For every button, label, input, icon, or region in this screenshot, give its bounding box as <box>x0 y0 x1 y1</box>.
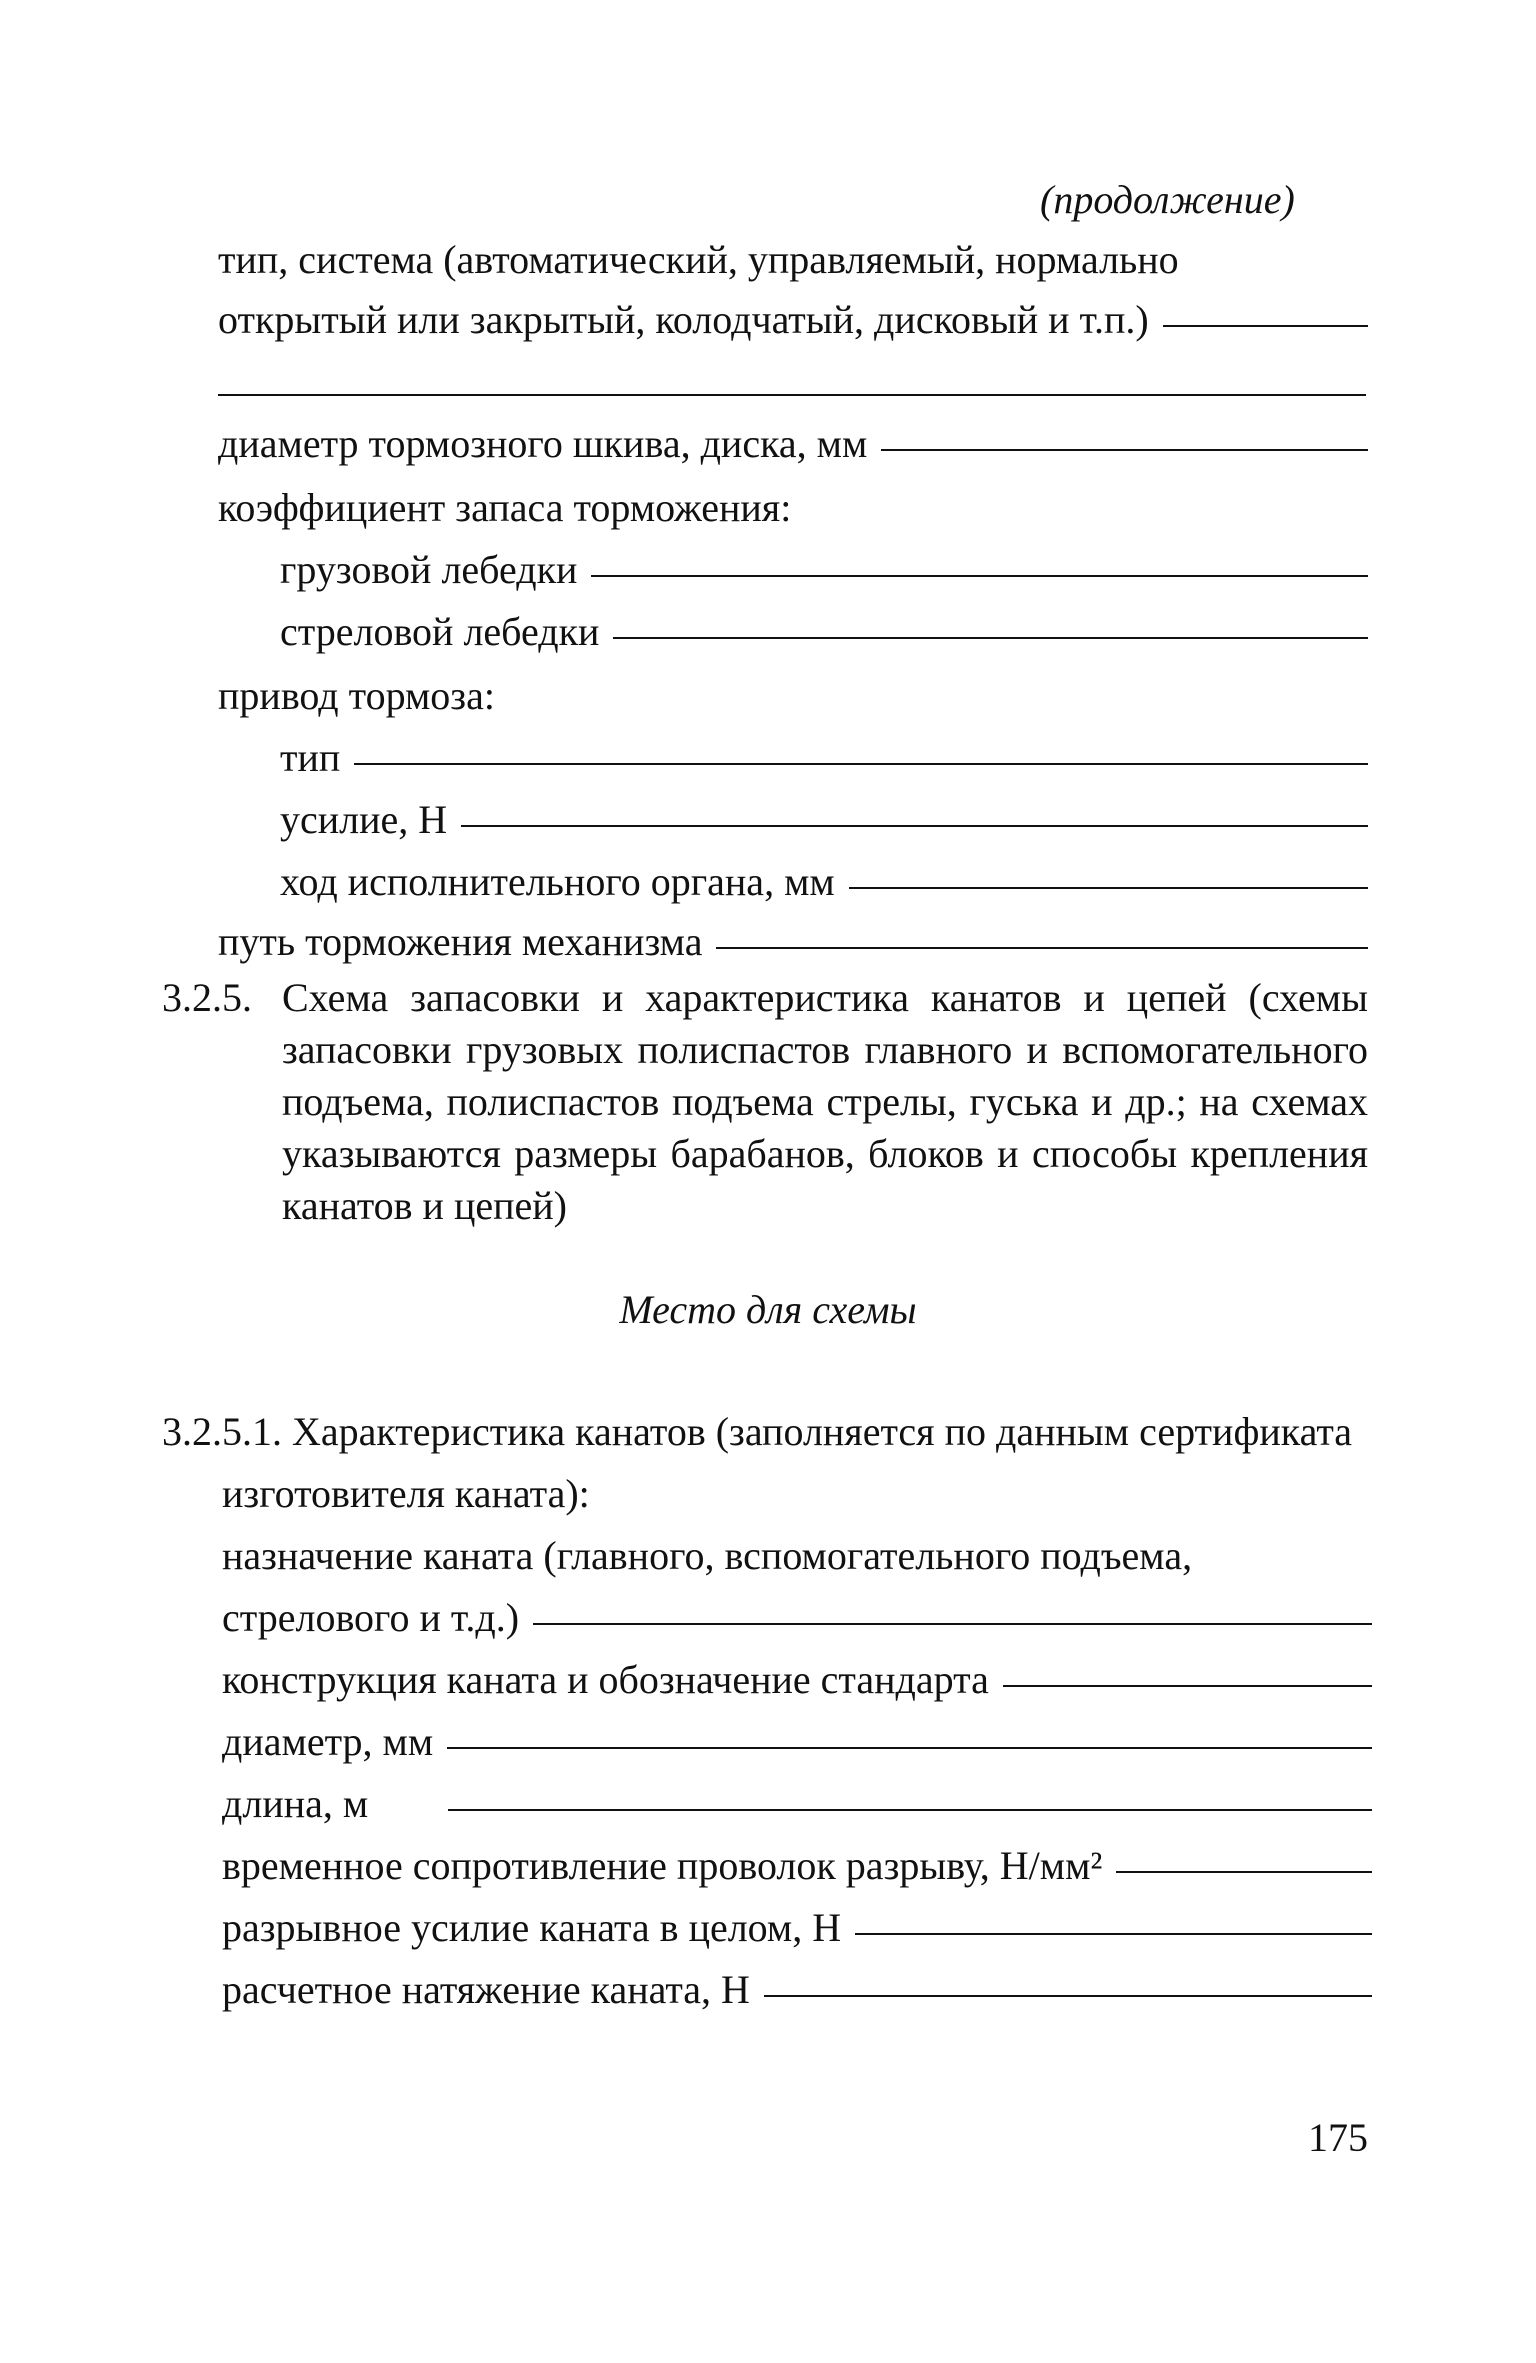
rope-tensile-fill-line[interactable] <box>1116 1871 1372 1873</box>
rope-length-fill-line[interactable] <box>448 1809 1372 1811</box>
rope-purpose-label-2: стрелового и т.д.) <box>222 1595 520 1640</box>
rope-purpose-line2 <box>222 1594 1372 1646</box>
rope-length-label: длина, м <box>222 1781 369 1826</box>
brake-type-label-2: открытый или закрытый, колодчатый, дисковый и т.п.) <box>218 297 1149 342</box>
brake-coef-boom-fill-line[interactable] <box>613 637 1368 639</box>
rope-breaking-force-label: разрывное усилие каната в целом, Н <box>222 1905 842 1950</box>
section-3251-heading-1: 3.2.5.1. Характеристика канатов (заполняется по данным сертификата <box>162 1409 1353 1454</box>
brake-type-label-1: тип, система (автоматический, управляемый, нормально <box>218 237 1179 282</box>
rope-construction-label: конструкция каната и обозначение стандарта <box>222 1657 989 1702</box>
section-3251-heading-line2 <box>222 1470 1372 1522</box>
section-3251-heading-line1 <box>162 1408 1372 1460</box>
scheme-placeholder: Место для схемы <box>619 1287 917 1332</box>
brake-type-extra-fill-line[interactable] <box>218 394 1366 396</box>
brake-type-line2 <box>218 296 1368 348</box>
rope-diameter-row <box>222 1718 1372 1770</box>
rope-design-tension-fill-line[interactable] <box>764 1995 1372 1997</box>
brake-drive-stroke-row <box>280 858 1368 910</box>
braking-path-fill-line[interactable] <box>716 947 1368 949</box>
section-325-text: Схема запасовки и характеристика канатов и цепей (схемы запасовки грузовых полиспастов главного и вспомогательного подъема, полиспастов подъема стрелы, гуська и др.; на схемах указываются размеры барабанов, блоков и способы крепления канатов и цепей) <box>282 975 1368 1228</box>
brake-coef-boom-row <box>280 608 1368 660</box>
rope-diameter-label: диаметр, мм <box>222 1719 434 1764</box>
rope-length-row <box>222 1780 1372 1832</box>
brake-diameter-label: диаметр тормозного шкива, диска, мм <box>218 421 868 466</box>
rope-design-tension-label: расчетное натяжение каната, Н <box>222 1967 750 2012</box>
continuation-label: (продолжение) <box>1040 177 1295 222</box>
brake-drive-force-label: усилие, Н <box>280 797 448 842</box>
brake-drive-type-label: тип <box>280 735 341 780</box>
brake-diameter-fill-line[interactable] <box>881 449 1368 451</box>
rope-breaking-force-fill-line[interactable] <box>855 1933 1372 1935</box>
brake-drive-stroke-fill-line[interactable] <box>849 887 1368 889</box>
rope-construction-fill-line[interactable] <box>1003 1685 1372 1687</box>
rope-design-tension-row <box>222 1966 1372 2018</box>
brake-coef-title: коэффициент запаса торможения: <box>218 485 792 530</box>
brake-type-line1 <box>218 236 1368 288</box>
brake-drive-force-fill-line[interactable] <box>461 825 1368 827</box>
brake-drive-title-row <box>218 672 1368 724</box>
rope-purpose-fill-line[interactable] <box>533 1623 1372 1625</box>
rope-tensile-row <box>222 1842 1372 1894</box>
braking-path-row <box>218 918 1368 970</box>
brake-drive-type-row <box>280 734 1368 786</box>
section-3251-heading-2: изготовителя каната): <box>222 1471 590 1516</box>
brake-coef-cargo-fill-line[interactable] <box>591 575 1368 577</box>
rope-tensile-label: временное сопротивление проволок разрыву, Н/мм² <box>222 1843 1103 1888</box>
rope-construction-row <box>222 1656 1372 1708</box>
brake-coef-boom-label: стреловой лебедки <box>280 609 600 654</box>
braking-path-label: путь торможения механизма <box>218 919 703 964</box>
rope-diameter-fill-line[interactable] <box>447 1747 1372 1749</box>
brake-drive-force-row <box>280 796 1368 848</box>
brake-drive-title: привод тормоза: <box>218 673 495 718</box>
brake-diameter-row <box>218 420 1368 472</box>
brake-drive-stroke-label: ход исполнительного органа, мм <box>280 859 835 904</box>
brake-coef-cargo-label: грузовой лебедки <box>280 547 578 592</box>
rope-breaking-force-row <box>222 1904 1372 1956</box>
brake-drive-type-fill-line[interactable] <box>354 763 1368 765</box>
rope-purpose-label-1: назначение каната (главного, вспомогательного подъема, <box>222 1533 1193 1578</box>
section-325 <box>162 972 1368 1232</box>
page-number: 175 <box>1308 2115 1368 2160</box>
rope-purpose-line1 <box>222 1532 1372 1584</box>
brake-type-fill-line[interactable] <box>1163 325 1368 327</box>
section-325-number: 3.2.5. <box>162 975 252 1020</box>
brake-coef-cargo-row <box>280 546 1368 598</box>
brake-coef-title-row <box>218 484 1368 536</box>
